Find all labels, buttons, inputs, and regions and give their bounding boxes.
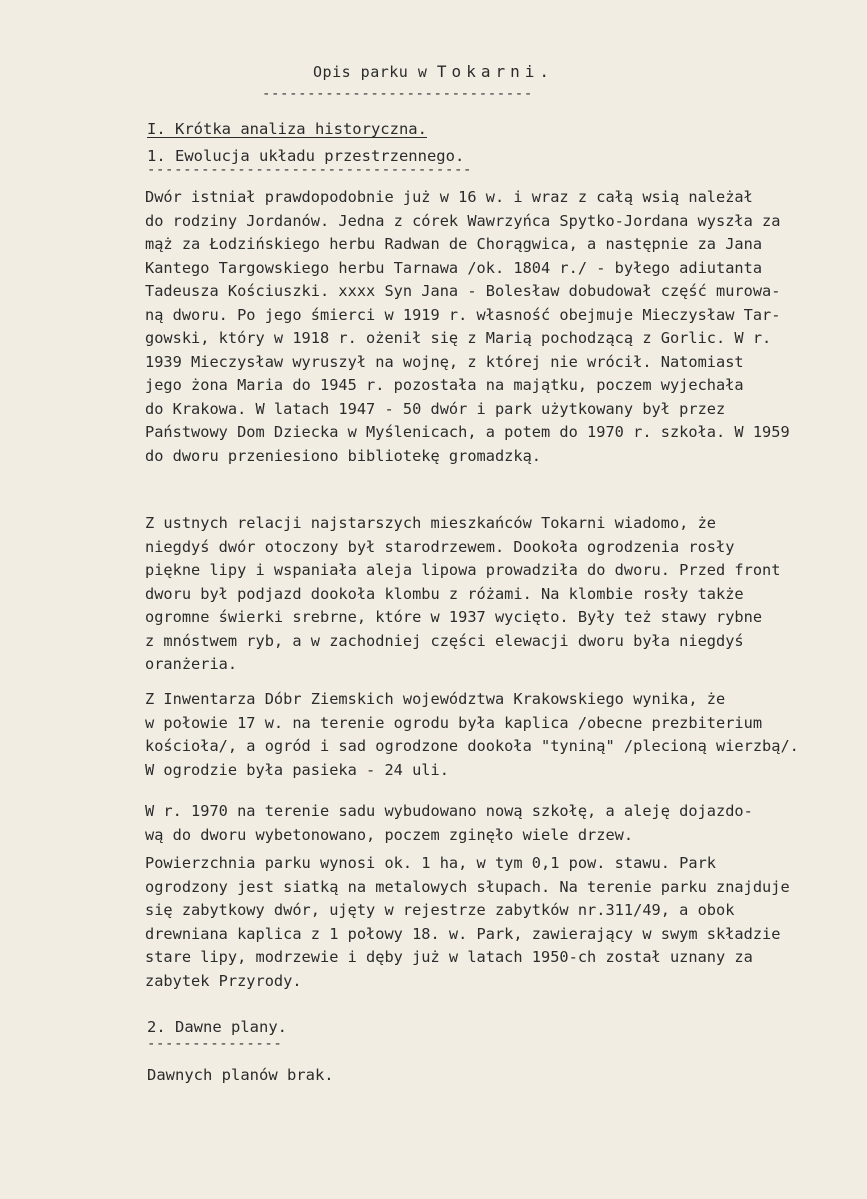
paragraph-line: ogromne świerki srebrne, które w 1937 wycięto. Były też stawy rybne	[145, 608, 763, 626]
subsection-2-underline: ---------------	[147, 1036, 283, 1052]
paragraph-line: Z ustnych relacji najstarszych mieszkańców Tokarni wiadomo, że	[145, 514, 716, 532]
paragraph-line: oranżeria.	[145, 655, 238, 673]
paragraph-line: niegdyś dwór otoczony był starodrzewem. Dookoła ogrodzenia rosły	[145, 537, 735, 556]
paragraph-line: Państwowy Dom Dziecka w Myślenicach, a potem do 1970 r. szkoła. W 1959	[145, 423, 790, 441]
paragraph-line: Dwór istniał prawdopodobnie już w 16 w. i wraz z całą wsią należał	[145, 188, 753, 206]
paragraph-line: ną dworu. Po jego śmierci w 1919 r. własność obejmuje Mieczysław Tar-	[145, 305, 781, 324]
title-place: Tokarni.	[436, 62, 554, 81]
paragraph-line: Kantego Targowskiego herbu Tarnawa /ok. 1804 r./ - byłego adiutanta	[145, 258, 763, 277]
paragraph-line: z mnóstwem ryb, a w zachodniej części elewacji dworu była niegdyś	[145, 631, 744, 650]
document-title	[0, 62, 867, 81]
paragraph-line: do Krakowa. W latach 1947 - 50 dwór i park użytkowany był przez	[145, 399, 726, 418]
title-prefix: Opis parku w	[313, 63, 428, 81]
subsection-2-text: Dawnych planów brak.	[147, 1066, 334, 1084]
paragraph-line: jego żona Maria do 1945 r. pozostała na majątku, poczem wyjechała	[145, 376, 744, 394]
paragraph-line: do dworu przeniesiono bibliotekę gromadzką.	[145, 446, 542, 465]
paragraph-line: mąż za Łodzińskiego herbu Radwan de Chorągwica, a następnie za Jana	[145, 235, 763, 253]
paragraph-line: W r. 1970 na terenie sadu wybudowano nową szkołę, a aleję dojazdo-	[145, 802, 753, 820]
paragraph-line: Z Inwentarza Dóbr Ziemskich województwa Krakowskiego wynika, że	[145, 690, 726, 708]
subsection-1-heading: 1. Ewolucja układu przestrzennego.	[147, 147, 465, 165]
paragraph-line: zabytek Przyrody.	[145, 971, 302, 990]
paragraph-line: 1939 Mieczysław wyruszył na wojnę, z której nie wrócił. Natomiast	[145, 352, 744, 371]
paragraph-line: stare lipy, modrzewie i dęby już w latach 1950-ch został uznany za	[145, 948, 753, 966]
paragraph-line: w połowie 17 w. na terenie ogrodu była kaplica /obecne prezbiterium	[145, 713, 763, 732]
paragraph-line: się zabytkowy dwór, ujęty w rejestrze zabytków nr.311/49, a obok	[145, 901, 735, 919]
paragraph-line: kościoła/, a ogród i sad ogrodzone dookoła "tyniną" /plecioną wierzbą/.	[145, 737, 799, 755]
subsection-2-heading: 2. Dawne plany.	[147, 1018, 287, 1036]
paragraph-line: piękne lipy i wspaniała aleja lipowa prowadziła do dworu. Przed front	[145, 561, 781, 579]
paragraph-line: do rodziny Jordanów. Jedna z córek Wawrzyńca Spytko-Jordana wyszła za	[145, 211, 781, 230]
paragraph-line: W ogrodzie była pasieka - 24 uli.	[145, 760, 449, 779]
paragraph-line: wą do dworu wybetonowano, poczem zginęło wiele drzew.	[145, 825, 634, 844]
title-underline: ------------------------------	[262, 86, 533, 102]
paragraph-school-1970	[145, 800, 867, 847]
paragraph-line: gowski, który w 1918 r. ożenił się z Marią pochodzącą z Gorlic. W r.	[145, 329, 772, 347]
paragraph-line: drewniana kaplica z 1 połowy 18. w. Park, zawierający w swym składzie	[145, 924, 781, 943]
paragraph-line: ogrodzony jest siatką na metalowych słupach. Na terenie parku znajduje	[145, 877, 790, 896]
subsection-1-underline: ------------------------------------	[147, 162, 473, 178]
paragraph-inventory	[145, 688, 867, 782]
paragraph-oral-accounts	[145, 512, 867, 677]
paragraph-line: dworu był podjazd dookoła klombu z różami. Na klombie rosły także	[145, 584, 744, 603]
paragraph-line: Powierzchnia parku wynosi ok. 1 ha, w tym 0,1 pow. stawu. Park	[145, 854, 716, 872]
paragraph-line: Tadeusza Kościuszki. xxxx Syn Jana - Bolesław dobudował część murowa-	[145, 282, 781, 300]
section-1-heading: I. Krótka analiza historyczna.	[147, 120, 427, 138]
paragraph-park-area	[145, 852, 867, 993]
paragraph-history	[145, 186, 867, 468]
